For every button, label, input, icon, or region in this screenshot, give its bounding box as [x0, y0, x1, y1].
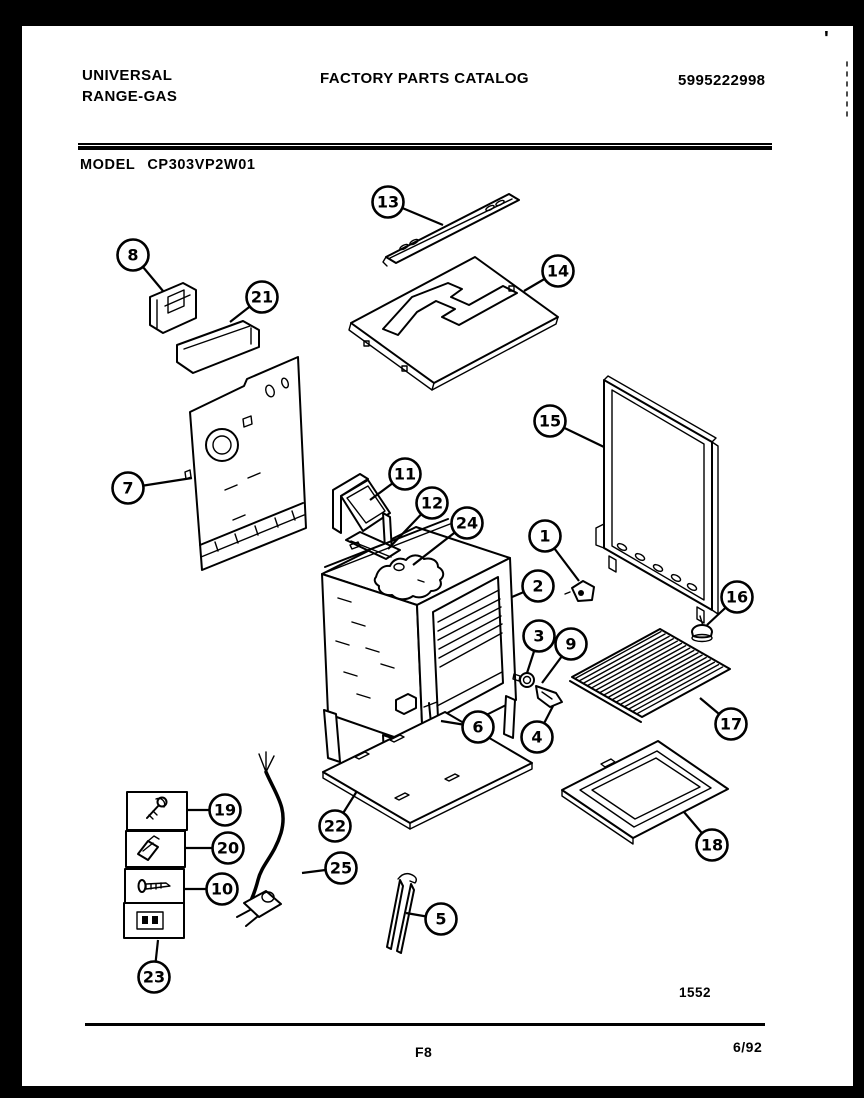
part-17-oven-rack [570, 629, 730, 722]
callout-number-3: 3 [533, 626, 545, 646]
part-1-clip [565, 581, 594, 601]
brand-line-2: RANGE-GAS [82, 88, 178, 105]
brand-line-1: UNIVERSAL [82, 67, 173, 84]
callout-number-23: 23 [142, 967, 166, 987]
part-7-side-panel [185, 357, 306, 570]
publication-number: 5995222998 [678, 72, 766, 89]
callout-10 [185, 874, 238, 905]
hardware-box-10-seg [139, 880, 146, 892]
catalog-title: FACTORY PARTS CATALOG [320, 70, 529, 87]
page-code: F8 [415, 1044, 433, 1060]
callout-23 [139, 940, 170, 993]
part-1-clip-seg [565, 592, 570, 594]
callout-25 [302, 853, 357, 884]
callout-number-2: 2 [532, 576, 544, 596]
callout-number-13: 13 [376, 192, 400, 212]
hardware-box-10-seg [125, 869, 184, 903]
part-25-power-cord [237, 752, 283, 926]
part-16-foot [692, 616, 712, 642]
hardware-box-20 [126, 831, 185, 867]
callout-number-16: 16 [725, 587, 749, 607]
part-21-plate [177, 321, 259, 373]
part-22-bottom-panel-seg [323, 712, 532, 823]
part-15-rear-frame-seg [604, 380, 712, 610]
callout-number-20: 20 [216, 838, 240, 858]
callout-number-18: 18 [700, 835, 724, 855]
callout-number-7: 7 [122, 478, 134, 498]
callout-21 [230, 282, 278, 323]
hardware-box-10 [125, 869, 184, 903]
hardware-box-23 [124, 903, 184, 938]
part-18-drawer-pan [562, 741, 728, 844]
callout-20 [186, 833, 244, 864]
callout-4 [522, 706, 554, 753]
callout-22 [320, 791, 358, 842]
hardware-box-19 [127, 792, 187, 830]
callout-number-17: 17 [719, 714, 743, 734]
model-number: CP303VP2W01 [147, 157, 256, 173]
part-15-rear-frame [596, 376, 718, 623]
callout-number-11: 11 [393, 464, 417, 484]
callout-number-4: 4 [531, 727, 543, 747]
callout-17 [700, 698, 747, 740]
callout-8 [118, 240, 164, 292]
part-14-main-top-panel-seg [351, 257, 558, 383]
callout-number-12: 12 [420, 493, 444, 513]
footer-rule [85, 1023, 765, 1026]
part-14-main-top-panel [349, 257, 558, 390]
figure-code: 1552 [679, 985, 712, 1000]
part-15-rear-frame-seg [697, 607, 704, 623]
callout-7 [113, 473, 193, 504]
callout-number-22: 22 [323, 816, 347, 836]
callout-number-21: 21 [250, 287, 274, 307]
callout-number-8: 8 [127, 245, 139, 265]
callout-5 [406, 904, 457, 935]
callout-number-19: 19 [213, 800, 237, 820]
callout-19 [188, 795, 241, 826]
part-8-bracket [150, 283, 196, 333]
part-15-rear-frame-seg [596, 524, 604, 548]
part-1-clip-seg [578, 590, 584, 596]
callout-number-15: 15 [538, 411, 562, 431]
callout-number-24: 24 [455, 513, 479, 533]
callout-2 [512, 571, 554, 602]
part-3-orifice-seg [520, 673, 534, 687]
oven-leg-right [504, 696, 515, 738]
callout-number-9: 9 [565, 634, 577, 654]
part-25-power-cord-seg [259, 752, 274, 772]
revision-date: 6/92 [733, 1039, 763, 1055]
callout-16 [707, 582, 753, 626]
callout-13 [373, 187, 444, 226]
callout-number-5: 5 [435, 909, 447, 929]
part-18-drawer-pan-seg [562, 741, 728, 838]
hardware-box-19-seg [127, 792, 187, 830]
callout-number-1: 1 [539, 526, 551, 546]
callout-number-25: 25 [329, 858, 353, 878]
callout-number-10: 10 [210, 879, 234, 899]
callout-11 [370, 459, 421, 501]
callout-3 [524, 621, 555, 674]
callout-number-6: 6 [472, 717, 484, 737]
part-25-power-cord-seg [250, 772, 283, 903]
part-15-rear-frame-seg [609, 556, 616, 572]
stray-mark: ' [824, 28, 829, 50]
callout-18 [684, 812, 728, 861]
model-label: MODEL [80, 157, 136, 173]
part-9-fitting [536, 686, 562, 707]
hardware-box-23-seg [152, 916, 158, 924]
callout-15 [535, 406, 605, 448]
callout-14 [524, 256, 574, 292]
hardware-box-23-seg [142, 916, 148, 924]
callout-number-14: 14 [546, 261, 570, 281]
